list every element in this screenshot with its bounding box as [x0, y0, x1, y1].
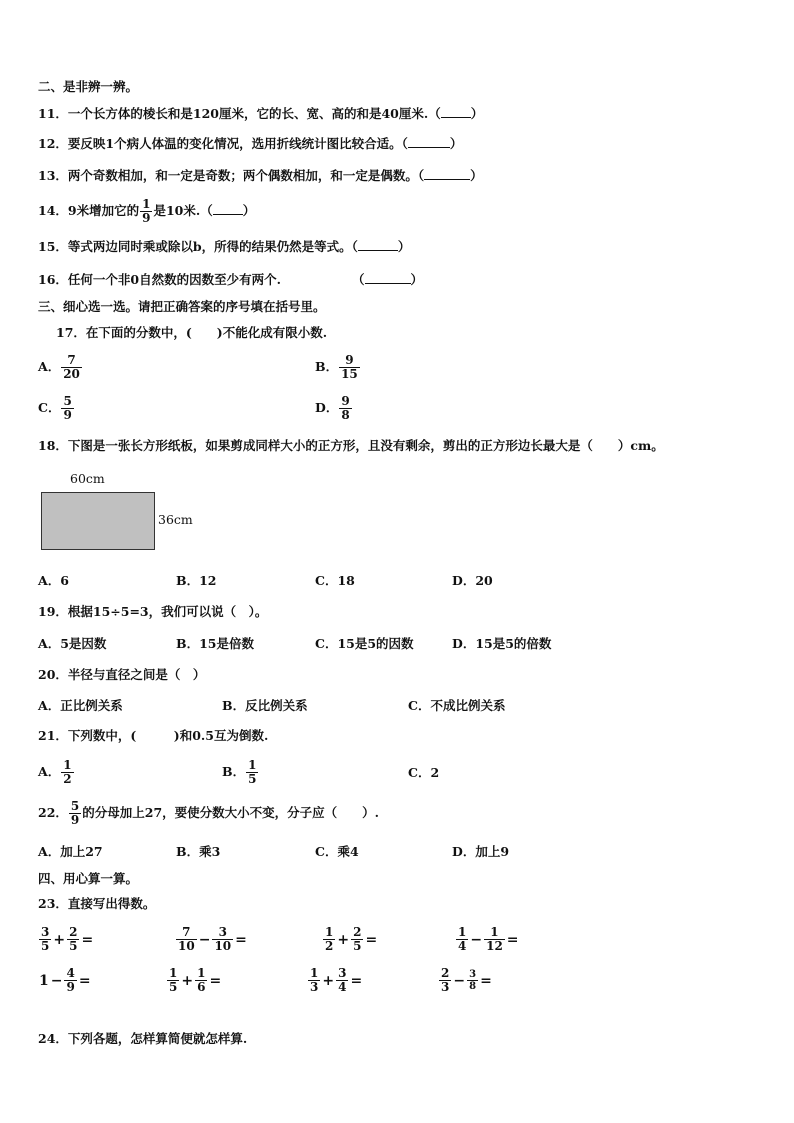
question-15 — [38, 239, 410, 255]
question-19: 19．根据15÷5=3，我们可以说（ ）。 — [38, 604, 268, 619]
calc-item: 1 − $\frac{4}{9}$ = — [39, 966, 91, 994]
option-22-d[interactable]: D．加上9 — [452, 844, 510, 859]
question-13-text: 13．两个奇数相加，和一定是奇数；两个偶数相加，和一定是偶数。（ — [38, 168, 425, 183]
option-20-b[interactable]: B．反比例关系 — [222, 698, 308, 713]
option-21-a[interactable]: A． $\frac{1}{2}$ — [38, 758, 72, 786]
question-17: 17．在下面的分数中，( )不能化成有限小数. — [56, 325, 328, 340]
question-14-pre: 14．9米增加它的 — [38, 203, 140, 218]
question-22: 22． $\frac{5}{9}$ 的分母加上27，要使分数大小不变，分子应（ ）. — [38, 799, 380, 827]
rectangle-figure — [41, 492, 155, 550]
calc-item: $\frac{2}{3}$ − $\frac{3}{8}$ = — [441, 966, 492, 994]
calc-item: $\frac{1}{5}$ + $\frac{1}{6}$ = — [169, 966, 222, 994]
option-17-b[interactable]: B． $\frac{9}{15}$ — [315, 353, 358, 381]
option-19-a[interactable]: A．5是因数 — [38, 636, 107, 651]
question-14-end: ） — [242, 203, 256, 218]
answer-blank[interactable] — [365, 283, 411, 284]
option-20-c[interactable]: C．不成比例关系 — [408, 698, 506, 713]
option-17-c[interactable]: C． $\frac{5}{9}$ — [38, 394, 72, 422]
question-16 — [38, 272, 281, 288]
question-12 — [38, 136, 462, 152]
question-18: 18．下图是一张长方形纸板，如果剪成同样大小的正方形，且没有剩余，剪出的正方形边长最大是（ ）cm。 — [38, 438, 664, 453]
question-14-post: 是10米.（ — [153, 203, 213, 218]
option-18-d[interactable]: D．20 — [452, 573, 493, 588]
option-19-b[interactable]: B．15是倍数 — [176, 636, 254, 651]
fraction: $\frac{1}{5}$ — [248, 758, 257, 786]
question-15-text: 15．等式两边同时乘或除以b，所得的结果仍然是等式。（ — [38, 239, 358, 254]
question-13-end: ） — [470, 168, 483, 183]
answer-blank[interactable] — [441, 117, 471, 118]
question-15-end: ） — [397, 239, 411, 254]
fraction: $\frac{7}{20}$ — [63, 353, 80, 381]
rectangle-width-label: 60cm — [70, 471, 105, 486]
option-20-a[interactable]: A．正比例关系 — [38, 698, 123, 713]
question-12-text: 12．要反映1个病人体温的变化情况，选用折线统计图比较合适。（ — [38, 136, 408, 151]
option-21-c[interactable]: C．2 — [408, 765, 440, 780]
question-16-text: 16．任何一个非0自然数的因数至少有两个. — [38, 272, 281, 287]
option-21-b[interactable]: B． $\frac{1}{5}$ — [222, 758, 257, 786]
option-18-b[interactable]: B．12 — [176, 573, 217, 588]
question-14 — [38, 196, 255, 226]
fraction: $\frac{5}{9}$ — [70, 799, 80, 827]
calc-item: $\frac{3}{5}$ + $\frac{2}{5}$ = — [41, 925, 94, 953]
option-18-a[interactable]: A．6 — [38, 573, 69, 588]
answer-blank[interactable] — [213, 214, 243, 215]
answer-blank[interactable] — [358, 250, 398, 251]
question-23: 23．直接写出得数。 — [38, 896, 156, 911]
option-22-b[interactable]: B．乘3 — [176, 844, 221, 859]
question-11-end: ） — [470, 106, 484, 121]
question-12-end: ） — [449, 136, 463, 151]
option-22-c[interactable]: C．乘4 — [315, 844, 359, 859]
option-22-a[interactable]: A．加上27 — [38, 844, 103, 859]
section-4-title: 四、用心算一算。 — [38, 871, 139, 886]
option-19-c[interactable]: C．15是5的因数 — [315, 636, 414, 651]
question-11 — [38, 106, 483, 122]
calc-item: $\frac{1}{3}$ + $\frac{3}{4}$ = — [310, 966, 363, 994]
question-11-text: 11．一个长方体的棱长和是120厘米，它的长、宽、高的和是40厘米.（ — [38, 106, 441, 121]
section-3-title: 三、细心选一选。请把正确答案的序号填在括号里。 — [38, 299, 326, 314]
fraction: $\frac{5}{9}$ — [63, 394, 72, 422]
option-17-a[interactable]: A． $\frac{7}{20}$ — [38, 353, 80, 381]
fraction: $\frac{9}{8}$ — [341, 394, 350, 422]
calc-item: $\frac{7}{10}$ − $\frac{3}{10}$ = — [178, 925, 247, 953]
option-19-d[interactable]: D．15是5的倍数 — [452, 636, 552, 651]
fraction: $\frac{1}{2}$ — [63, 758, 72, 786]
answer-blank[interactable] — [408, 147, 450, 148]
answer-blank[interactable] — [424, 179, 470, 180]
rectangle-height-label: 36cm — [158, 512, 193, 527]
option-17-d[interactable]: D． $\frac{9}{8}$ — [315, 394, 350, 422]
question-13 — [38, 168, 483, 184]
question-20: 20．半径与直径之间是（ ） — [38, 667, 206, 682]
question-16-paren: （ ） — [352, 272, 424, 287]
calc-item: $\frac{1}{4}$ − $\frac{1}{12}$ = — [458, 925, 519, 953]
option-18-c[interactable]: C．18 — [315, 573, 355, 588]
question-21: 21．下列数中，( )和0.5互为倒数. — [38, 728, 269, 743]
section-2-title: 二、是非辨一辨。 — [38, 79, 139, 94]
fraction: $\frac{1}{9}$ — [142, 197, 151, 225]
fraction: $\frac{9}{15}$ — [341, 353, 358, 381]
calc-item: $\frac{1}{2}$ + $\frac{2}{5}$ = — [325, 925, 378, 953]
question-24: 24．下列各题，怎样算简便就怎样算. — [38, 1031, 248, 1046]
